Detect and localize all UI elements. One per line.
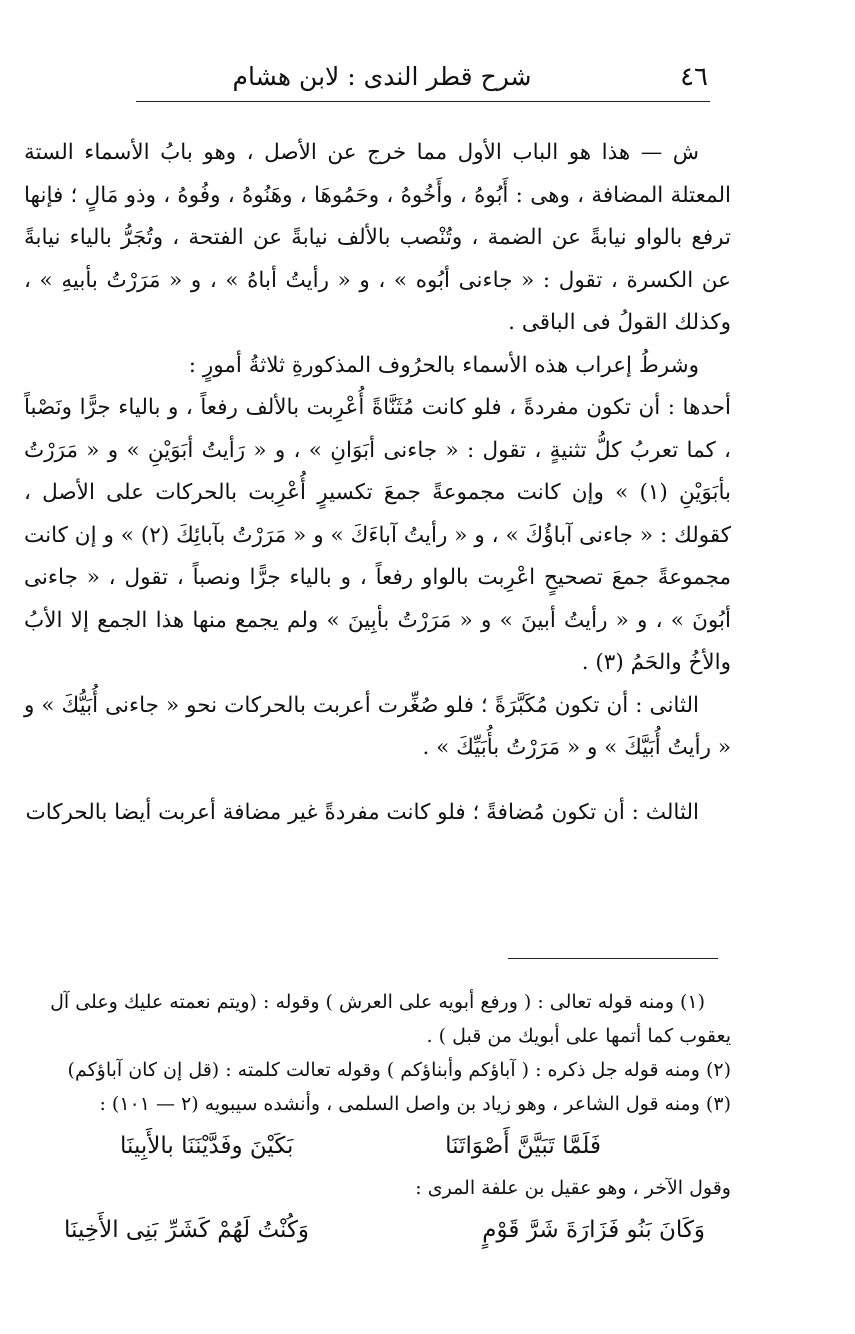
verse-1-second-hemistich: بَكَيْنَ وفَدَّيْنَنَا بالأَبِينَا: [120, 1133, 294, 1159]
verse-1: [24, 1121, 731, 1171]
footnote-rule: [508, 958, 718, 959]
footnote-1: (١) ومنه قوله تعالى : ( ورفع أبويه على العرش ) وقوله : (ويتم نعمته عليك وعلى آل يعقوب كما أتمها على أبويك من قبل ) .: [50, 991, 731, 1047]
verse-2-first-hemistich: وَكَانَ بَنُو فَزَارَةَ شَرَّ قَوْمٍ: [482, 1217, 705, 1243]
paragraph-intro: ش — هذا هو الباب الأول مما خرج عن الأصل ، وهو بابُ الأسماء الستة المعتلة المضافة ، وهى : أَبُوهُ ، وأَخُوهُ ، وحَمُوهَا ، وهَنُوهُ ، وفُوهُ ، وذو مَالٍ ؛ فإنها ترفع بالواو نيابةً عن الضمة ، وتُنْصب بالألف نيابةً عن الفتحة ، وتُجَرُّ بالياء نيابةً عن الكسرة ، تقول : « جاءنى أبُوه » ، و « رأيتُ أباهُ » ، و « مَرَرْتُ بأبيهِ » ، وكذلك القولُ فى الباقى .: [24, 140, 731, 335]
header-rule: [136, 101, 710, 102]
paragraph-first-condition: أحدها : أن تكون مفردةً ، فلو كانت مُثَنَّاةً أُعْرِبت بالألف رفعاً ، و بالياء جرًّا ونَصْباً ، كما تعربُ كلُّ تثنيةٍ ، تقول : « جاءنى أبَوَانِ » ، و « رَأيتُ أبَوَيْنِ » و « مَرَرْتُ بأبَوَيْنِ (١) » وإن كانت مجموعةً جمعَ تكسيرٍ أُعْرِبت بالحركات على الأصل ، كقولك : « جاءنى آباؤُكَ » ، و « رأيتُ آباءَكَ » و « مَرَرْتُ بآبائِكَ (٢) » و إن كانت مجموعةً جمعَ تصحيحٍ اعْرِبت بالواو رفعاً ، و بالياء جرًّا ونصباً ، تقول ، « جاءنى أبُونَ » ، و « رأيتُ أبينَ » و « مَرَرْتُ بأبِينَ » ولم يجمع منها هذا الجمع إلا الأبُ والأخُ والحَمُ (٣) .: [24, 395, 732, 675]
verse-2-second-hemistich: وَكُنْتُ لَهُمْ كَشَرِّ بَنِى الأَخِينَا: [64, 1217, 310, 1243]
page-header: [136, 58, 708, 98]
paragraph-third-condition: الثالث : أن تكون مُضافةً ؛ فلو كانت مفردةً غير مضافة أعربت أيضا بالحركات: [25, 799, 699, 825]
page-number: ٤٦: [680, 62, 708, 92]
paragraph-second-condition: الثانى : أن تكون مُكَبَّرَةً ؛ فلو صُغِّرت أعربت بالحركات نحو « جاءنى أُبَيُّكَ » و « رأيتُ أُبَيَّكَ » و « مَرَرْتُ بأُبَيِّكَ » .: [24, 692, 731, 760]
running-title: شرح قطر الندى : لابن هشام: [232, 62, 532, 91]
footnotes: [24, 985, 731, 1255]
main-text: [24, 132, 731, 834]
verse-2-intro: وقول الآخر ، وهو عقيل بن علفة المرى :: [415, 1177, 731, 1199]
paragraph-conditions: وشرطُ إعراب هذه الأسماء بالحرُوف المذكورةِ ثلاثةُ أمورٍ :: [188, 352, 699, 378]
footnote-3: (٣) ومنه قول الشاعر ، وهو زياد بن واصل السلمى ، وأنشده سيبويه (٢ — ١٠١) :: [99, 1093, 731, 1115]
verse-1-first-hemistich: فَلَمَّا تَبَيَّنَّ أَصْوَاتَنَا: [445, 1133, 601, 1159]
verse-2: [24, 1205, 731, 1255]
footnote-2: (٢) ومنه قوله جل ذكره : ( آباؤكم وأبناؤكم ) وقوله تعالت كلمته : (قل إن كان آباؤكم): [67, 1059, 731, 1081]
